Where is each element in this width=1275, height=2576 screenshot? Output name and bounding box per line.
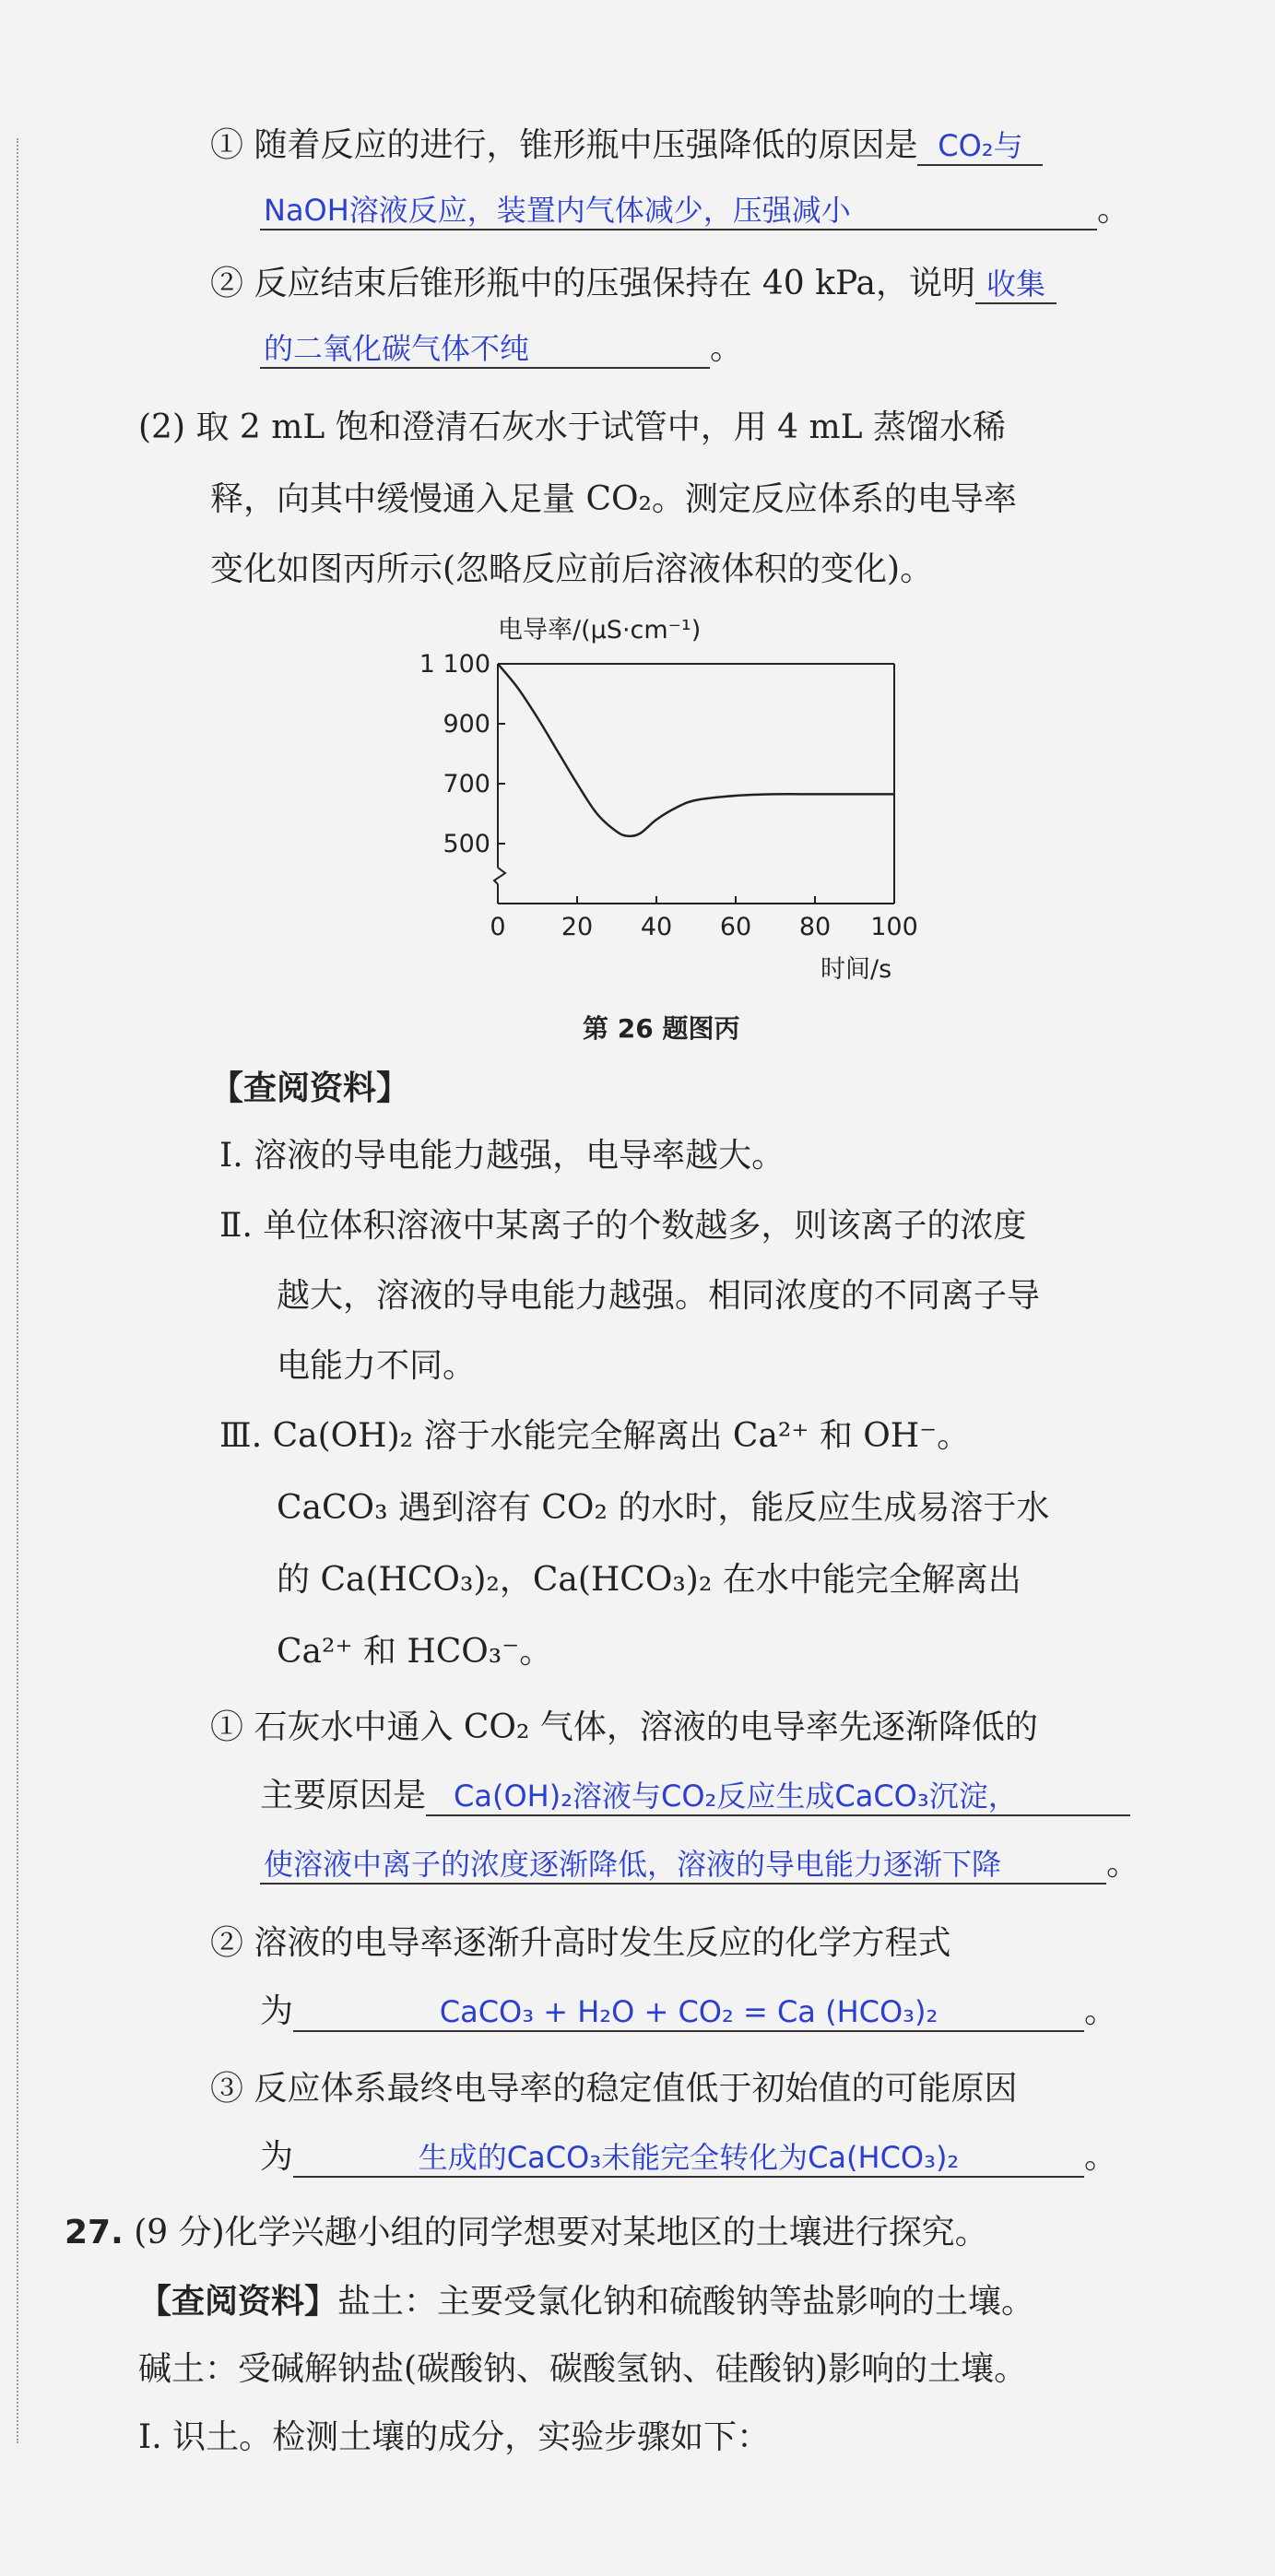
x-tick-label: 60 xyxy=(719,913,752,941)
y-tick-label: 700 xyxy=(443,770,490,798)
ref-ii-line3: 电能力不同。 xyxy=(277,1347,477,1385)
y-axis-break-mark xyxy=(494,868,505,884)
q1-answer-b: 使溶液中离子的浓度逐渐降低，溶液的导电能力逐渐下降 xyxy=(260,1846,1106,1885)
x-tick-label: 20 xyxy=(561,913,594,941)
y-tick-label: 1 100 xyxy=(419,650,490,679)
q26-item2-line1 xyxy=(210,264,1057,304)
q3-answer: 生成的CaCO₃未能完全转化为Ca(HCO₃)₂ xyxy=(293,2139,1084,2178)
series-line-conductivity xyxy=(498,664,894,836)
q27-text: (9 分)化学兴趣小组的同学想要对某地区的土壤进行探究。 xyxy=(134,2214,988,2251)
q3-prefix: 为 xyxy=(260,2138,294,2176)
period: 。 xyxy=(1106,1845,1140,1883)
q26-item2-prefix: ② 反应结束后锥形瓶中的压强保持在 40 kPa，说明 xyxy=(210,265,976,302)
q27-number: 27. xyxy=(65,2214,124,2251)
ref-ii-line1: Ⅱ. 单位体积溶液中某离子的个数越多，则该离子的浓度 xyxy=(219,1207,1027,1245)
q2-answer: CaCO₃ + H₂O + CO₂ = Ca (HCO₃)₂ xyxy=(293,1993,1084,2032)
q1-answer-a: Ca(OH)₂溶液与CO₂反应生成CaCO₃沉淀， xyxy=(426,1778,1130,1816)
q2-line1: ② 溶液的电导率逐渐升高时发生反应的化学方程式 xyxy=(210,1924,951,1962)
q1-prefix: 主要原因是 xyxy=(260,1777,427,1814)
ref-i: Ⅰ. 溶液的导电能力越强，电导率越大。 xyxy=(219,1137,785,1175)
q27-step: Ⅰ. 识土。检测土壤的成分，实验步骤如下： xyxy=(138,2418,771,2456)
x-tick-label: 40 xyxy=(640,913,673,941)
x-tick-label: 100 xyxy=(870,913,918,941)
q27-ref-line1 xyxy=(138,2281,1034,2322)
plot-area xyxy=(419,650,918,941)
q26-item2-answer-a: 收集 xyxy=(975,266,1057,304)
q27-ref-text: 盐土：主要受氯化钠和硫酸钠等盐影响的土壤。 xyxy=(337,2283,1035,2321)
ref-iii-line2: CaCO₃ 遇到溶有 CO₂ 的水时，能反应生成易溶于水 xyxy=(277,1489,1050,1527)
q26-part2-line1: (2) 取 2 mL 饱和澄清石灰水于试管中，用 4 mL 蒸馏水稀 xyxy=(138,408,1006,446)
y-tick-label: 500 xyxy=(443,830,490,858)
q26-part2-line2: 释，向其中缓慢通入足量 CO₂。测定反应体系的电导率 xyxy=(210,480,1017,518)
q26-item1-answer-b: NaOH溶液反应，装置内气体减少，压强减小 xyxy=(260,192,1097,230)
period: 。 xyxy=(710,329,744,367)
q27-ref-line2: 碱土：受碱解钠盐(碳酸钠、碳酸氢钠、硅酸钠)影响的土壤。 xyxy=(138,2350,1028,2388)
period: 。 xyxy=(1084,1992,1118,2030)
q26-item2-line2 xyxy=(260,328,743,369)
q26-item1-line2 xyxy=(260,190,1130,230)
ref-iii-line1: Ⅲ. Ca(OH)₂ 溶于水能完全解离出 Ca²⁺ 和 OH⁻。 xyxy=(219,1417,971,1455)
figure-caption: 第 26 题图丙 xyxy=(583,1013,740,1044)
q3-line2 xyxy=(260,2137,1117,2178)
period: 。 xyxy=(1097,191,1131,229)
ref-header: 【查阅资料】 xyxy=(210,1069,410,1107)
q26-item1-line1 xyxy=(210,125,1043,166)
q27-line1 xyxy=(65,2213,988,2253)
q26-item1-answer-a: CO₂与 xyxy=(917,127,1043,166)
y-tick-label: 900 xyxy=(443,710,490,739)
q2-line2 xyxy=(260,1991,1117,2032)
y-axis-label: 电导率/(μS·cm⁻¹) xyxy=(498,616,702,644)
q1-line3 xyxy=(260,1844,1139,1885)
q3-line1: ③ 反应体系最终电导率的稳定值低于初始值的可能原因 xyxy=(210,2070,1018,2108)
q26-part2-line3: 变化如图丙所示(忽略反应前后溶液体积的变化)。 xyxy=(210,550,934,588)
margin-dotted-rule xyxy=(17,138,18,2443)
x-tick-label: 80 xyxy=(798,913,832,941)
conductivity-chart xyxy=(406,609,922,996)
x-tick-label: 0 xyxy=(490,913,506,941)
period: 。 xyxy=(1084,2138,1118,2176)
ref-ii-line2: 越大，溶液的导电能力越强。相同浓度的不同离子导 xyxy=(277,1277,1041,1315)
q27-ref-header: 【查阅资料】 xyxy=(138,2282,338,2321)
ref-iii-line4: Ca²⁺ 和 HCO₃⁻。 xyxy=(277,1633,553,1671)
q1-line2 xyxy=(260,1776,1130,1816)
q2-prefix: 为 xyxy=(260,1992,294,2030)
q26-item2-answer-b: 的二氧化碳气体不纯 xyxy=(260,330,710,369)
q1-line1: ① 石灰水中通入 CO₂ 气体，溶液的电导率先逐渐降低的 xyxy=(210,1708,1038,1746)
x-axis-label: 时间/s xyxy=(820,955,892,984)
ref-iii-line3: 的 Ca(HCO₃)₂，Ca(HCO₃)₂ 在水中能完全解离出 xyxy=(277,1561,1021,1599)
q26-item1-prefix: ① 随着反应的进行，锥形瓶中压强降低的原因是 xyxy=(210,126,918,164)
